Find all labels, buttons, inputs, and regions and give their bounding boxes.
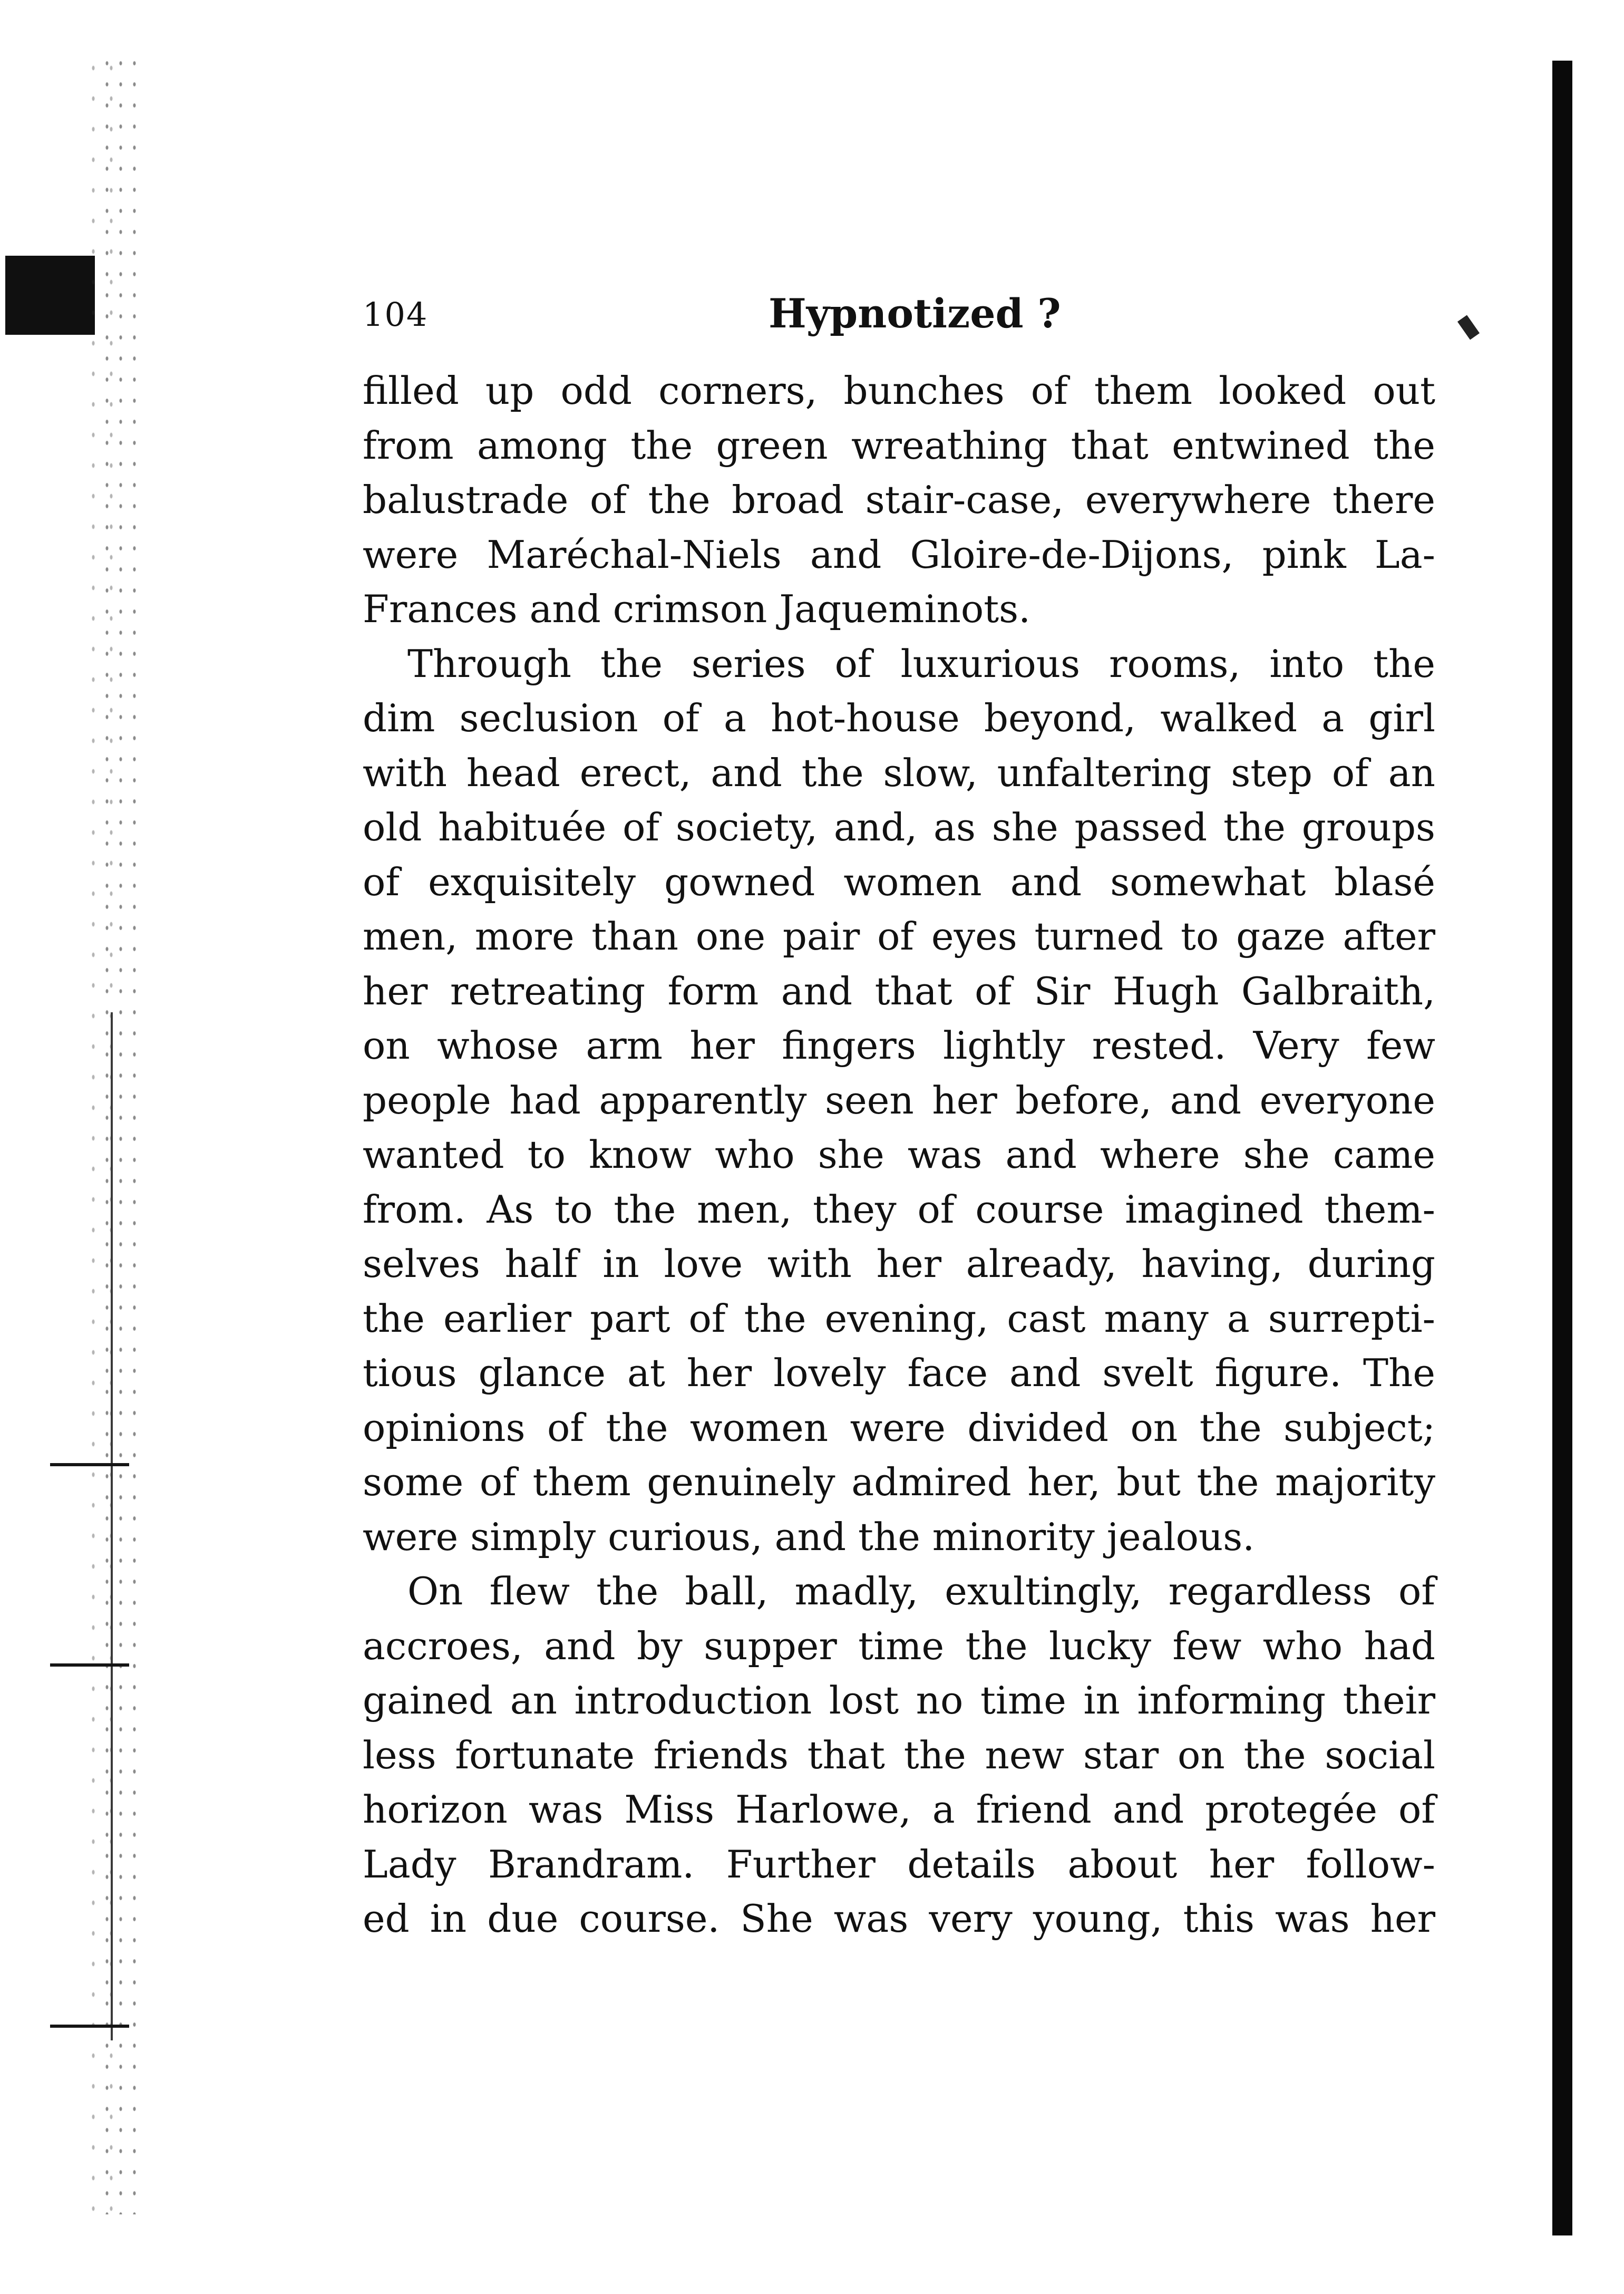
text-line: the earlier part of the evening, cast many a surrepti- [363,1296,1435,1341]
text-line: from among the green wreathing that entwined the [363,423,1435,468]
text-line: were Maréchal-Niels and Gloire-de-Dijons, pink La- [363,532,1435,577]
text-line: of exquisitely gowned women and somewhat blasé [363,859,1435,904]
text-line: Lady Brandram. Further details about her follow- [363,1842,1435,1886]
scan-edge-line [111,1012,113,2040]
text-line: with head erect, and the slow, unfaltering step of an [363,750,1435,795]
text-line: horizon was Miss Harlowe, a friend and protegée of [363,1787,1435,1832]
text-line: On flew the ball, madly, exultingly, regardless of [407,1569,1435,1613]
scan-rule-3 [50,2025,129,2028]
text-line: men, more than one pair of eyes turned to gaze after [363,914,1435,959]
text-line: opinions of the women were divided on the subject; [363,1405,1435,1450]
text-line: her retreating form and that of Sir Hugh Galbraith, [363,969,1435,1013]
page-number: 104 [363,295,429,334]
binding-edge [1552,61,1572,2235]
scan-rule-1 [50,1463,129,1466]
scan-noise-right [100,53,142,2214]
text-line: filled up odd corners, bunches of them looked out [363,369,1435,413]
text-line: on whose arm her fingers lightly rested. Very few [363,1023,1435,1068]
text-line: dim seclusion of a hot-house beyond, walked a girl [363,696,1435,740]
text-line: accroes, and by supper time the lucky few who had [363,1623,1435,1668]
text-line: balustrade of the broad stair-case, everywhere there [363,478,1435,522]
text-line: selves half in love with her already, having, during [363,1242,1435,1286]
scan-rule-2 [50,1663,129,1667]
text-line: gained an introduction lost no time in informing their [363,1678,1435,1722]
text-line: less fortunate friends that the new star on the social [363,1732,1435,1777]
running-title: Hypnotized ? [769,290,1061,337]
text-line: from. As to the men, they of course imagined them- [363,1187,1435,1232]
text-line: Frances and crimson Jaqueminots. [363,587,1030,631]
page-header [363,285,1435,348]
text-line: were simply curious, and the minority jealous. [363,1514,1255,1559]
text-line: ed in due course. She was very young, this was her [363,1896,1435,1941]
stray-tick-mark [1457,315,1480,340]
text-line: Through the series of luxurious rooms, into the [407,641,1435,686]
body-text [363,364,1435,1947]
scan-artifact-block [5,256,95,335]
text-line: people had apparently seen her before, and everyone [363,1078,1435,1122]
text-line: tious glance at her lovely face and svelt figure. The [363,1351,1435,1395]
text-line: wanted to know who she was and where she came [363,1133,1435,1177]
text-line: old habituée of society, and, as she passed the groups [363,805,1435,849]
text-line: some of them genuinely admired her, but the majority [363,1460,1435,1504]
scan-gutter [0,0,174,2294]
